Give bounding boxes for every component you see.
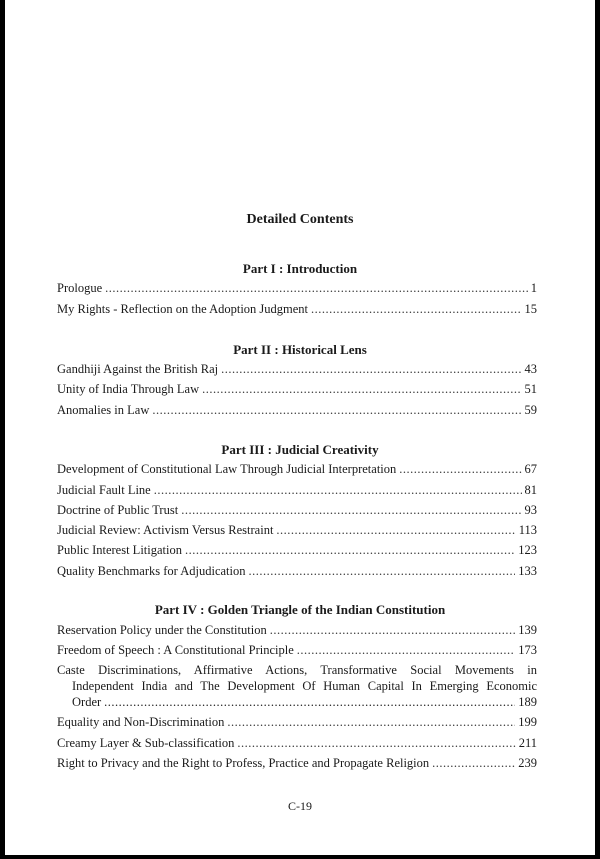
leader-dots xyxy=(185,542,515,558)
toc-entry-page: 199 xyxy=(518,715,537,729)
page-title: Detailed Contents xyxy=(246,212,354,227)
toc-entry-page: 173 xyxy=(518,643,537,657)
document-page xyxy=(5,0,595,855)
toc-entry[interactable] xyxy=(57,542,537,558)
leader-dots xyxy=(237,735,515,751)
leader-dots xyxy=(276,522,515,538)
leader-dots xyxy=(105,280,528,296)
toc-entry-page: 15 xyxy=(524,302,537,316)
toc-entry-title: Equality and Non-Discrimination xyxy=(57,715,225,729)
toc-entry-title: Anomalies in Law xyxy=(57,403,150,417)
toc-entry-title-line: Order xyxy=(72,695,102,709)
toc-entry[interactable] xyxy=(57,755,537,771)
toc-entry[interactable] xyxy=(57,502,537,518)
leader-dots xyxy=(227,714,515,730)
toc-entry-title: Development of Constitutional Law Through Judicial Interpretation xyxy=(57,462,397,476)
toc-entry[interactable] xyxy=(57,381,537,397)
leader-dots xyxy=(154,482,522,498)
toc-entry[interactable] xyxy=(57,461,537,477)
toc-entry-title: Prologue xyxy=(57,281,103,295)
toc-entry[interactable] xyxy=(57,280,537,296)
leader-dots xyxy=(104,694,515,710)
toc-entry[interactable] xyxy=(57,735,537,751)
page-number: C-19 xyxy=(288,799,312,813)
toc-entry-title-line: Independent India and The Development Of Human Capital In Emerging Economic xyxy=(72,679,537,693)
toc-entry-page: 67 xyxy=(524,462,537,476)
part-heading-2: Part II : Historical Lens xyxy=(233,342,367,357)
leader-dots xyxy=(152,402,521,418)
toc-entry-page: 239 xyxy=(518,756,537,770)
leader-dots xyxy=(249,563,516,579)
toc-entry-title: Quality Benchmarks for Adjudication xyxy=(57,564,246,578)
toc-entry-title: Reservation Policy under the Constitution xyxy=(57,623,267,637)
toc-entry-title: Judicial Fault Line xyxy=(57,483,151,497)
toc-entry-title: Right to Privacy and the Right to Profess, Practice and Propagate Religion xyxy=(57,756,430,770)
toc-entry-page: 59 xyxy=(524,403,537,417)
toc-entry[interactable] xyxy=(57,482,537,498)
part-heading-4: Part IV : Golden Triangle of the Indian Constitution xyxy=(154,602,446,617)
toc-entry-multiline[interactable] xyxy=(57,662,537,710)
part-heading-3: Part III : Judicial Creativity xyxy=(221,442,379,457)
toc-entry-title: Public Interest Litigation xyxy=(57,543,182,557)
toc-entry[interactable] xyxy=(57,402,537,418)
toc-entry[interactable] xyxy=(57,522,537,538)
toc-entry-title: My Rights - Reflection on the Adoption Judgment xyxy=(57,302,309,316)
toc-entry-page: 51 xyxy=(524,382,537,396)
toc-entry-title: Gandhiji Against the British Raj xyxy=(57,362,219,376)
leader-dots xyxy=(399,461,521,477)
leader-dots xyxy=(181,502,521,518)
toc-entry-page: 123 xyxy=(518,543,537,557)
leader-dots xyxy=(221,361,521,377)
toc-entry-page: 43 xyxy=(524,362,537,376)
toc-entry-title: Judicial Review: Activism Versus Restraint xyxy=(57,523,274,537)
toc-entry-page: 93 xyxy=(524,503,537,517)
leader-dots xyxy=(270,622,516,638)
leader-dots xyxy=(311,301,521,317)
toc-entry-page: 81 xyxy=(524,483,537,497)
leader-dots xyxy=(432,755,515,771)
toc-entry-page: 1 xyxy=(530,281,537,295)
toc-entry-title: Unity of India Through Law xyxy=(57,382,200,396)
part-heading-1: Part I : Introduction xyxy=(242,261,358,276)
toc-entry[interactable] xyxy=(57,642,537,658)
toc-entry[interactable] xyxy=(57,301,537,317)
toc-entry-title: Freedom of Speech : A Constitutional Principle xyxy=(57,643,294,657)
toc-entry-page: 133 xyxy=(518,564,537,578)
toc-entry[interactable] xyxy=(57,361,537,377)
leader-dots xyxy=(202,381,521,397)
leader-dots xyxy=(297,642,515,658)
toc-entry[interactable] xyxy=(57,563,537,579)
toc-entry-title: Creamy Layer & Sub-classification xyxy=(57,736,235,750)
toc-entry-page: 189 xyxy=(518,695,537,709)
toc-entry[interactable] xyxy=(57,714,537,730)
toc-entry-page: 211 xyxy=(518,736,537,750)
toc-entry-title: Doctrine of Public Trust xyxy=(57,503,179,517)
toc-entry-title-line: Caste Discriminations, Affirmative Actions, Transformative Social Movements in xyxy=(57,663,537,677)
toc-entry-page: 113 xyxy=(518,523,537,537)
toc-entry-page: 139 xyxy=(518,623,537,637)
toc-entry[interactable] xyxy=(57,622,537,638)
toc-entry-last-line xyxy=(57,694,537,710)
